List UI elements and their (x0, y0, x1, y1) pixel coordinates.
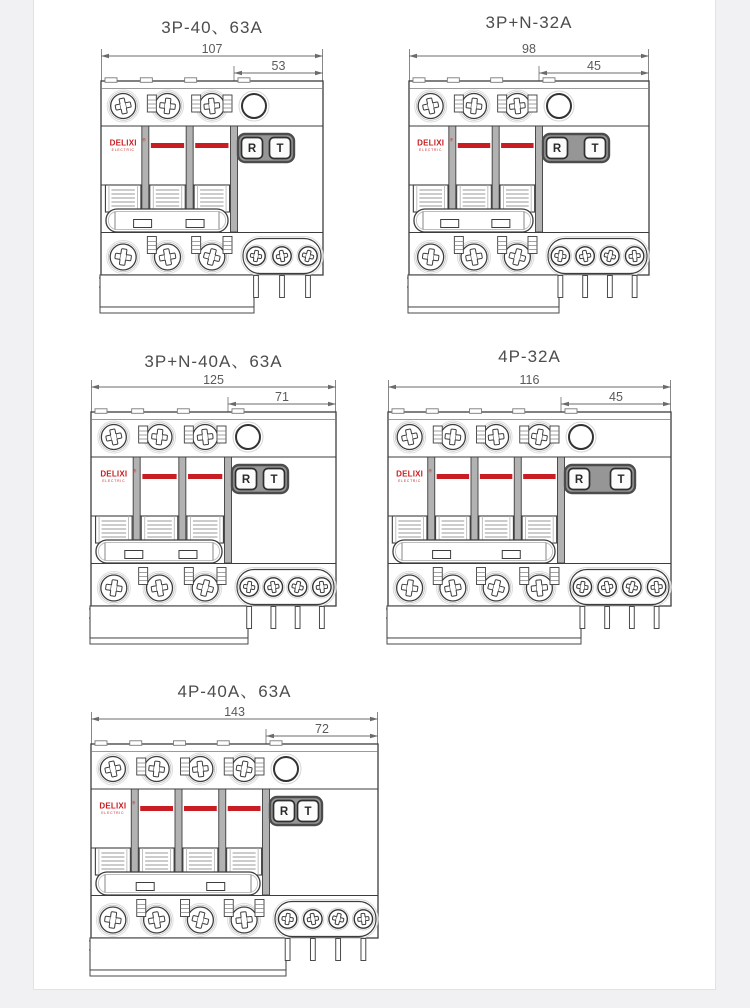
brand-logo-reg: ® (428, 468, 433, 474)
diagram-4p-32a (386, 347, 673, 649)
breaker-drawing-4p-40-63a (89, 703, 380, 981)
handle-tie-bar (96, 540, 222, 563)
brand-logo-text: DELIXI (100, 469, 128, 479)
din-rail-base (386, 606, 581, 644)
din-rail-base (407, 275, 559, 313)
din-rail-base (99, 275, 254, 313)
brand-logo-subtext: ELECTRIC (101, 811, 125, 815)
diagram-3p-40-63a (99, 13, 325, 318)
top-terminal-screws (98, 421, 226, 453)
dimension-annotations (91, 373, 336, 412)
dimension-annotations (409, 42, 649, 81)
rcd-indicator-window (566, 422, 596, 452)
bottom-terminal-screws (97, 568, 226, 605)
rt-test-buttons (543, 134, 609, 162)
dimension-label-rcd: 45 (587, 59, 601, 73)
dimension-label-total: 98 (522, 42, 536, 56)
rt-test-buttons (232, 465, 288, 493)
dimension-label-rcd: 72 (315, 722, 329, 736)
handle-tie-bar (96, 872, 260, 895)
breaker-drawing-4p-32a (386, 371, 673, 649)
dimension-label-rcd: 45 (609, 390, 623, 404)
top-terminal-screws (107, 90, 232, 122)
breaker-drawing-3p-40-63a (99, 40, 325, 318)
rcd-terminal-block (546, 237, 649, 298)
breaker-body (99, 40, 325, 313)
rcd-indicator-window (233, 422, 263, 452)
brand-logo-subtext: ELECTRIC (398, 479, 422, 483)
breaker-body (89, 703, 378, 976)
test-button-glyph: T (617, 474, 625, 486)
diagram-title: 3P+N-32A (485, 13, 573, 32)
reset-button-glyph: R (552, 143, 562, 155)
diagram-title: 4P-32A (498, 347, 561, 366)
brand-logo-reg: ® (142, 137, 146, 143)
brand-logo-text: DELIXI (99, 801, 127, 811)
test-button-glyph: T (270, 474, 278, 486)
dimension-annotations (101, 42, 323, 81)
breaker-drawing-3p-n-40-63a (89, 371, 338, 649)
test-button-glyph: T (304, 806, 312, 818)
rt-test-buttons (238, 134, 294, 162)
bottom-terminal-screws (414, 237, 537, 274)
rcd-terminal-block (568, 568, 671, 629)
rcd-terminal-block (235, 568, 336, 629)
dimension-label-total: 116 (519, 373, 540, 387)
brand-logo-subtext: ELECTRIC (111, 148, 135, 152)
breaker-drawing-3p-n-32a (407, 40, 651, 318)
rcd-terminal-block (273, 900, 378, 961)
diagram-title: 4P-40A、63A (177, 682, 292, 701)
reset-button-glyph: R (247, 143, 257, 155)
test-button-glyph: T (276, 143, 284, 155)
top-terminal-screws (415, 90, 537, 122)
reset-button-glyph: R (574, 474, 584, 486)
brand-logo-subtext: ELECTRIC (419, 148, 443, 152)
rcd-indicator-window (544, 91, 574, 121)
toggle-handles (105, 185, 229, 212)
bottom-terminal-screws (107, 237, 232, 274)
diagram-3p-n-40-63a (89, 347, 338, 649)
dimension-annotations (388, 373, 671, 412)
breaker-body (386, 371, 671, 644)
rt-test-buttons (270, 797, 322, 825)
diagram-title: 3P-40、63A (161, 18, 263, 37)
brand-logo-reg: ® (132, 800, 136, 806)
dimension-label-rcd: 71 (275, 390, 289, 404)
brand-logo-subtext: ELECTRIC (102, 479, 126, 483)
dimension-annotations (91, 705, 378, 744)
dimension-label-total: 143 (224, 705, 245, 719)
toggle-handles (96, 516, 224, 543)
handle-tie-bar (106, 209, 228, 232)
breaker-body (407, 40, 649, 313)
test-button-glyph: T (591, 143, 599, 155)
dimension-label-total: 125 (203, 373, 224, 387)
diagram-title: 3P+N-40A、63A (144, 352, 283, 371)
brand-logo-text: DELIXI (417, 138, 445, 148)
brand-logo-text: DELIXI (109, 138, 137, 148)
breaker-body (89, 371, 336, 644)
brand-logo-reg: ® (449, 137, 454, 143)
handle-tie-bar (414, 209, 533, 232)
reset-button-glyph: R (279, 806, 289, 818)
rcd-indicator-window (239, 91, 269, 121)
datasheet-card (33, 0, 716, 990)
dimension-label-total: 107 (201, 42, 223, 56)
diagram-3p-n-32a (407, 13, 651, 318)
dimension-label-rcd: 53 (271, 59, 286, 73)
brand-logo-reg: ® (133, 468, 137, 474)
toggle-handles (413, 185, 534, 212)
handle-tie-bar (393, 540, 555, 563)
diagram-4p-40-63a (89, 677, 380, 981)
rt-test-buttons (565, 465, 635, 493)
brand-logo-text: DELIXI (396, 469, 424, 479)
rcd-indicator-window (271, 754, 301, 784)
din-rail-base (89, 606, 248, 644)
rcd-terminal-block (241, 237, 323, 298)
din-rail-base (89, 938, 286, 976)
reset-button-glyph: R (241, 474, 251, 486)
dimension-diagram-grid (1, 1, 750, 991)
